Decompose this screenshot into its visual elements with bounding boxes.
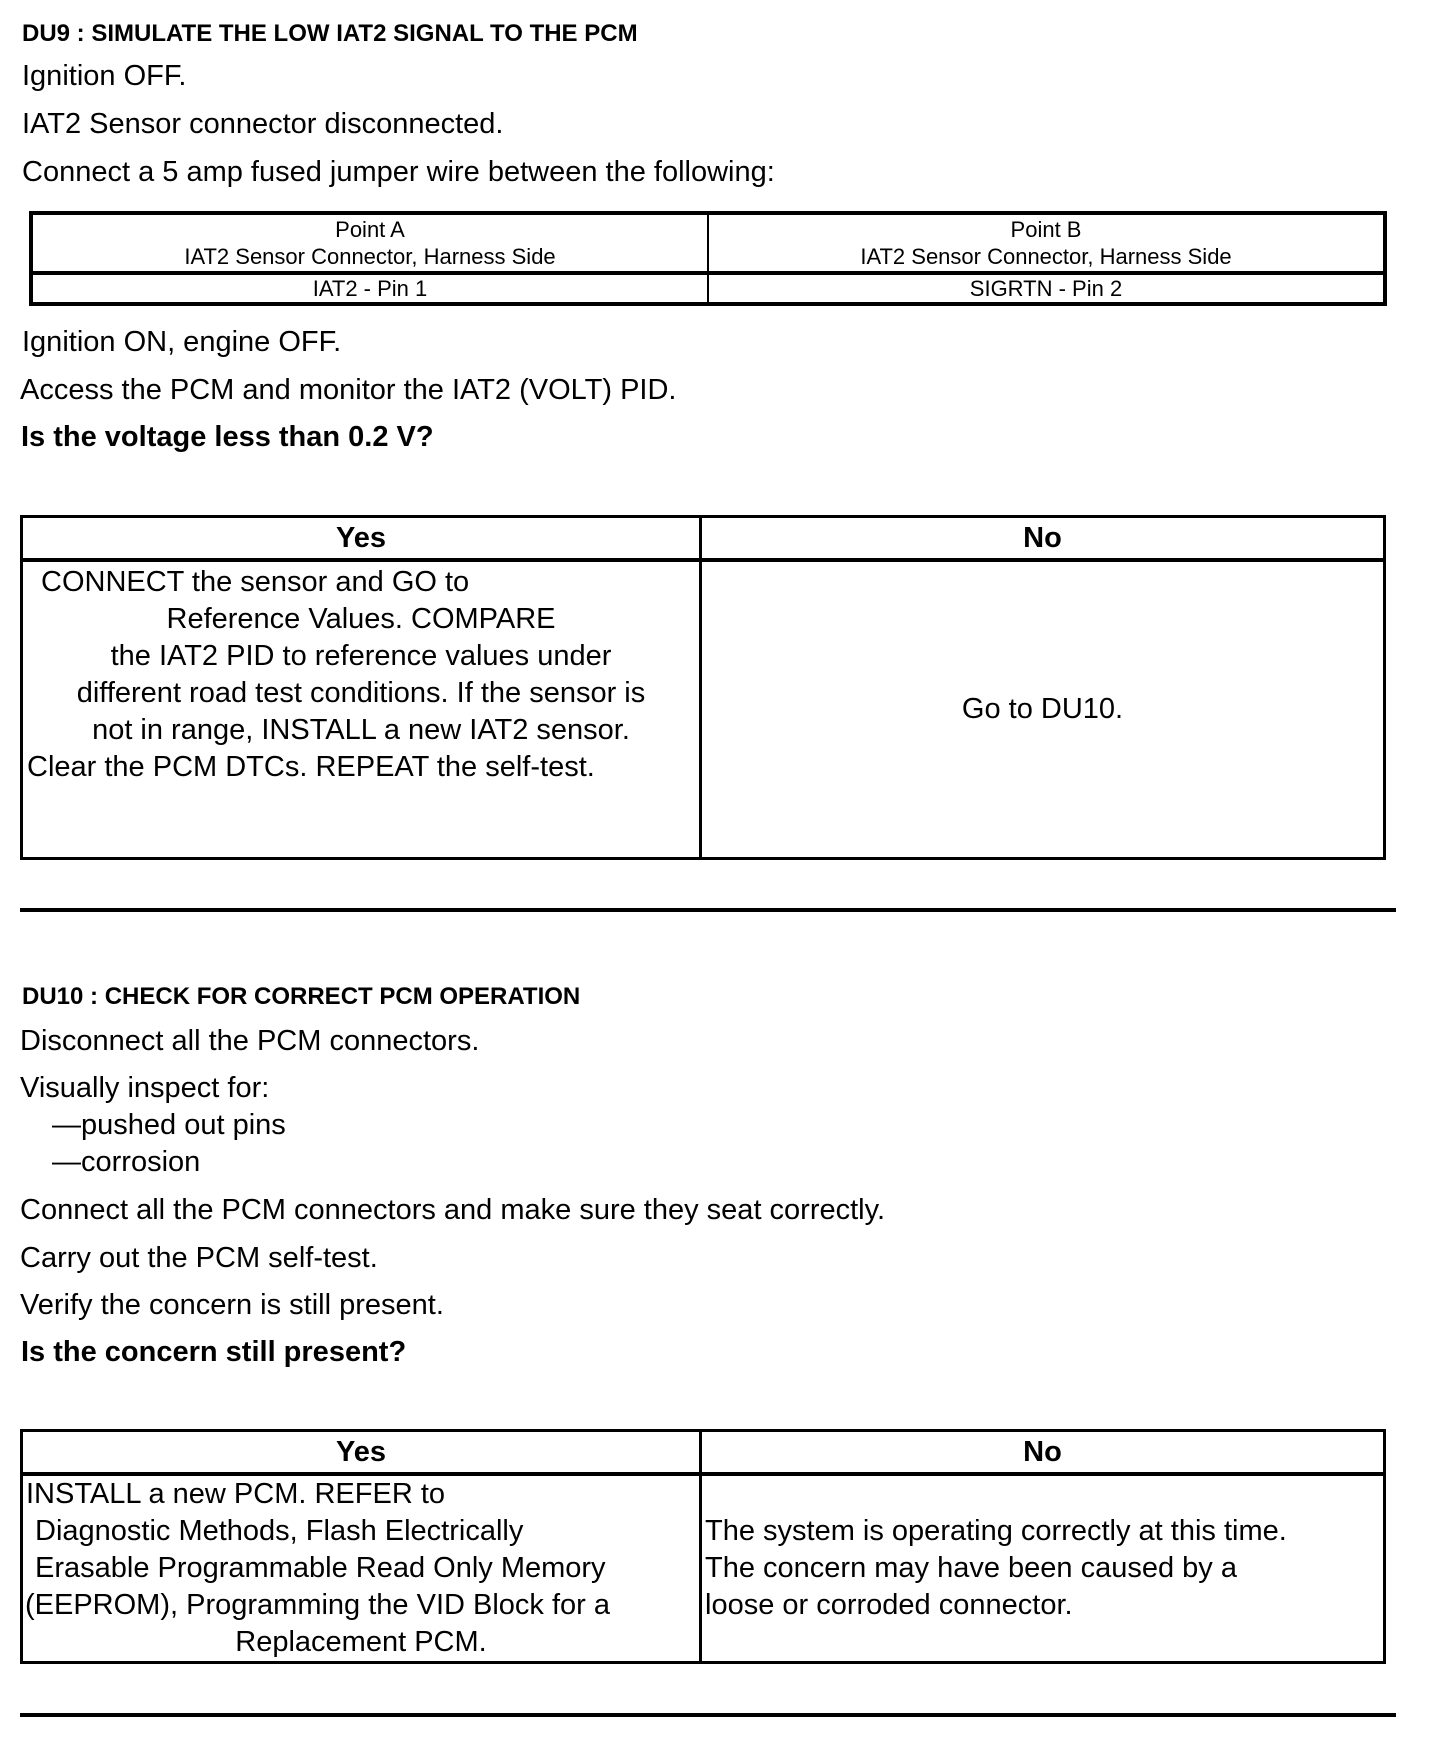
yes-line: CONNECT the sensor and GO to — [41, 566, 470, 598]
du9-no-header: No — [701, 517, 1385, 561]
yes-line: not in range, INSTALL a new IAT2 sensor. — [92, 714, 630, 746]
point-b-header: Point B — [1010, 217, 1082, 242]
du10-yes-cell — [22, 1474, 701, 1663]
yes-line: Diagnostic Methods, Flash Electrically — [35, 1515, 524, 1547]
du10-no-header: No — [701, 1431, 1385, 1475]
du10-step-3: Connect all the PCM connectors and make sure they seat correctly. — [20, 1194, 886, 1226]
du9-step-2: IAT2 Sensor connector disconnected. — [22, 108, 504, 140]
du9-step-4: Ignition ON, engine OFF. — [22, 326, 342, 358]
du10-step-1: Disconnect all the PCM connectors. — [20, 1025, 480, 1057]
section-divider — [20, 908, 1396, 912]
yes-line: Reference Values. COMPARE — [166, 603, 556, 635]
du9-title: DU9 : SIMULATE THE LOW IAT2 SIGNAL TO THE PCM — [22, 20, 638, 47]
du10-no-cell — [701, 1474, 1385, 1663]
du9-step-5: Access the PCM and monitor the IAT2 (VOLT) PID. — [20, 374, 677, 406]
du10-step-4: Carry out the PCM self-test. — [20, 1242, 378, 1274]
point-b-value: SIGRTN - Pin 2 — [708, 273, 1385, 304]
du10-step-5: Verify the concern is still present. — [20, 1289, 444, 1321]
no-line: The concern may have been caused by a — [705, 1552, 1237, 1584]
du10-result-table — [20, 1429, 1386, 1664]
du9-yes-header: Yes — [22, 517, 701, 561]
yes-line: different road test conditions. If the sensor is — [76, 677, 646, 709]
yes-line: Replacement PCM. — [235, 1626, 487, 1658]
point-b-sub: IAT2 Sensor Connector, Harness Side — [860, 244, 1232, 269]
yes-line: (EEPROM), Programming the VID Block for a — [25, 1589, 610, 1621]
jumper-table — [29, 211, 1387, 306]
point-a-header: Point A — [335, 217, 405, 242]
du10-step-2: Visually inspect for: — [20, 1072, 270, 1104]
yes-line: Clear the PCM DTCs. REPEAT the self-test. — [27, 751, 595, 783]
du9-step-3: Connect a 5 amp fused jumper wire between the following: — [22, 156, 775, 188]
point-a-value: IAT2 - Pin 1 — [31, 273, 708, 304]
section-divider — [20, 1713, 1396, 1717]
yes-line: Erasable Programmable Read Only Memory — [35, 1552, 606, 1584]
du9-question: Is the voltage less than 0.2 V? — [21, 421, 434, 453]
du10-yes-header: Yes — [22, 1431, 701, 1475]
inspect-item: —pushed out pins — [52, 1109, 286, 1141]
yes-line: the IAT2 PID to reference values under — [110, 640, 612, 672]
du9-step-1: Ignition OFF. — [22, 60, 187, 92]
no-line: loose or corroded connector. — [705, 1589, 1073, 1621]
inspect-item: —corrosion — [52, 1146, 201, 1178]
du9-result-table — [20, 515, 1386, 860]
yes-line: INSTALL a new PCM. REFER to — [26, 1478, 446, 1510]
du10-question: Is the concern still present? — [21, 1336, 407, 1368]
point-a-header-cell — [31, 213, 708, 273]
point-a-sub: IAT2 Sensor Connector, Harness Side — [184, 244, 556, 269]
du10-title: DU10 : CHECK FOR CORRECT PCM OPERATION — [22, 983, 581, 1010]
point-b-header-cell — [708, 213, 1385, 273]
no-line: The system is operating correctly at this time. — [705, 1515, 1287, 1547]
du9-no-cell: Go to DU10. — [701, 560, 1385, 859]
du9-yes-cell — [22, 560, 701, 859]
